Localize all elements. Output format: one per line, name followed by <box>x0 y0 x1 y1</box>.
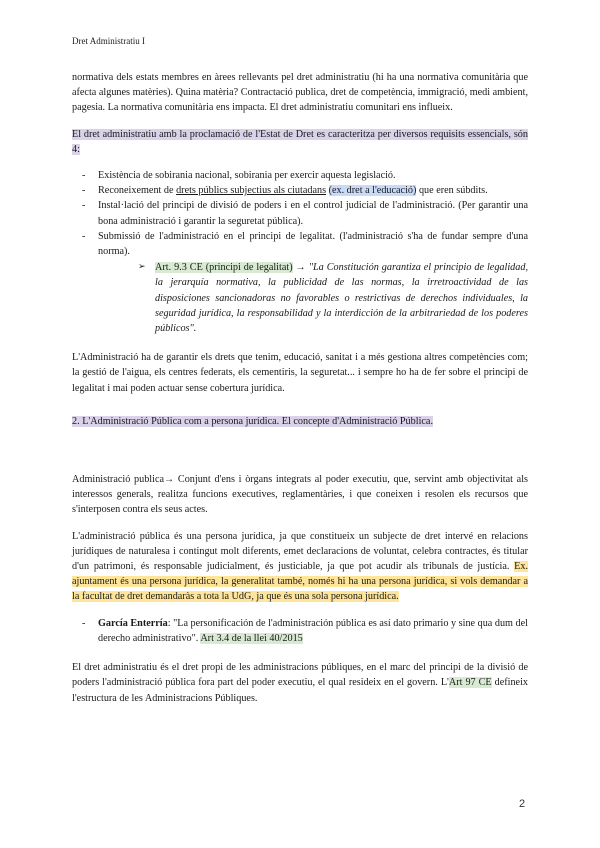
requirements-list <box>72 168 528 336</box>
highlight-article: Art 3.4 de la llei 40/2015 <box>200 632 303 644</box>
paragraph-definition: Administració publica→ Conjunt d'ens i òrgans integrats al poder executiu, que, servint amb objectivitat als interessos generals, realitza funcions executives, reglamentàries, i que coneixen i resolen els recursos que s'interposen contra els seus actes. <box>72 474 528 516</box>
citation-quote: : "La personificación de l'administración pública es así dato primario y sine qua dum del derecho administrativo". <box>98 617 528 644</box>
highlight-example: (ex. dret a l'educació) <box>328 185 417 197</box>
highlight-requirements: El dret administratiu amb la proclamació de l'Estat de Dret es caracteritza per diversos requisits essencials, són 4: <box>72 128 528 155</box>
paragraph-text: L'administració pública és una persona jurídica, ja que constitueix un subjecte de dret intervé en relacions jurídiques de naturalesa i contingut molt diferents, emet declaracions de voluntat, celebra contractes, és titular d'un patrimoni, és responsable judicialment, és justiciable, ja que pot acudir als tribunals de justícia. <box>72 530 528 573</box>
sub-list-item <box>98 260 528 336</box>
paragraph-text: defineix l'estructura de les Administracions Públiques. <box>72 677 528 704</box>
list-item-text: Instal·lació del principi de divisió de poders i en el control judicial de l'administració. (Per garantir una bona administració i garantir la seguretat pública). <box>98 200 528 227</box>
highlight-example: Ex. ajuntament és una persona jurídica, la generalitat també, només hi ha una persona jurídica, si vols demandar a la facultat de dret demandaràs a tota la UdG, ja que és una sola persona jurídica. <box>72 561 528 603</box>
paragraph-admin-law <box>72 660 528 706</box>
list-item <box>72 183 528 198</box>
citation-list <box>72 616 528 646</box>
underlined-text: drets públics subjectius als ciutadans <box>176 185 327 197</box>
dash-bullet-icon: - <box>82 230 86 242</box>
highlight-article: Art. 9.3 CE (principi de legalitat) <box>155 262 293 274</box>
page-number: 2 <box>519 798 526 810</box>
list-item-text: que eren súbdits. <box>416 185 488 197</box>
list-item <box>72 168 528 183</box>
highlight-section: 2. L'Administració Pública com a persona jurídica. El concepte d'Administració Pública. <box>72 415 433 427</box>
list-item <box>72 616 528 646</box>
page-header: Dret Administratiu I <box>72 36 145 46</box>
dash-bullet-icon: - <box>82 170 86 182</box>
paragraph-text: El dret administratiu és el dret propi de les administracions públiques, en el marc del principi de la divisió de poders l'administració pública fora part del poder executiu, el qual resideix en el govern. L' <box>72 662 528 689</box>
list-item-text: Existència de sobirania nacional, sobirania per exercir aquesta legislació. <box>98 170 396 182</box>
author-name: García Enterría <box>98 617 168 629</box>
paragraph-legal-person <box>72 529 528 605</box>
dash-bullet-icon: - <box>82 200 86 212</box>
paragraph-administration: L'Administració ha de garantir els drets que tenim, educació, sanitat i a més gestiona altres competències com; la gestió de l'aigua, els centres federats, els cementiris, la seguretat... i sempre ho ha de fer sobre el principi de legalitat i mai poden actuar sense cobertura jurídica. <box>72 352 528 394</box>
list-item-text: Submissió de l'administració en el principi de legalitat. (l'administració s'ha de fundar sempre d'una norma). <box>98 230 528 258</box>
paragraph-rule-of-law <box>72 127 528 157</box>
document-body <box>72 70 528 706</box>
highlight-article: Art 97 CE <box>448 677 492 689</box>
section-title <box>72 414 528 429</box>
arrow-text: → <box>292 262 309 274</box>
list-item-text: Reconeixement de <box>98 185 177 197</box>
paragraph-eu-law: normativa dels estats membres en àrees rellevants pel dret administratiu (hi ha una normativa comunitària que afecta algunes matèries). Quina matèria? Contractació publica, dret de competència, immigració, medi ambient, pagesia. La normativa comunitària ens impacta. El dret administratiu comunitari ens influeix. <box>72 72 528 114</box>
quote-text: "La Constitución garantiza el principio de legalidad, la jerarquía normativa, la publicidad de las normas, la irretroactividad de las disposiciones sancionadoras no favorables o restrictivas de derechos individuales, la seguridad jurídica, la responsabilidad y la interdicción de la arbitrariedad de los poderes públicos". <box>155 262 529 335</box>
list-item <box>72 198 528 228</box>
dash-bullet-icon: - <box>82 617 86 629</box>
arrow-bullet-icon: ➢ <box>138 262 146 273</box>
list-item <box>72 229 528 336</box>
dash-bullet-icon: - <box>82 185 86 197</box>
